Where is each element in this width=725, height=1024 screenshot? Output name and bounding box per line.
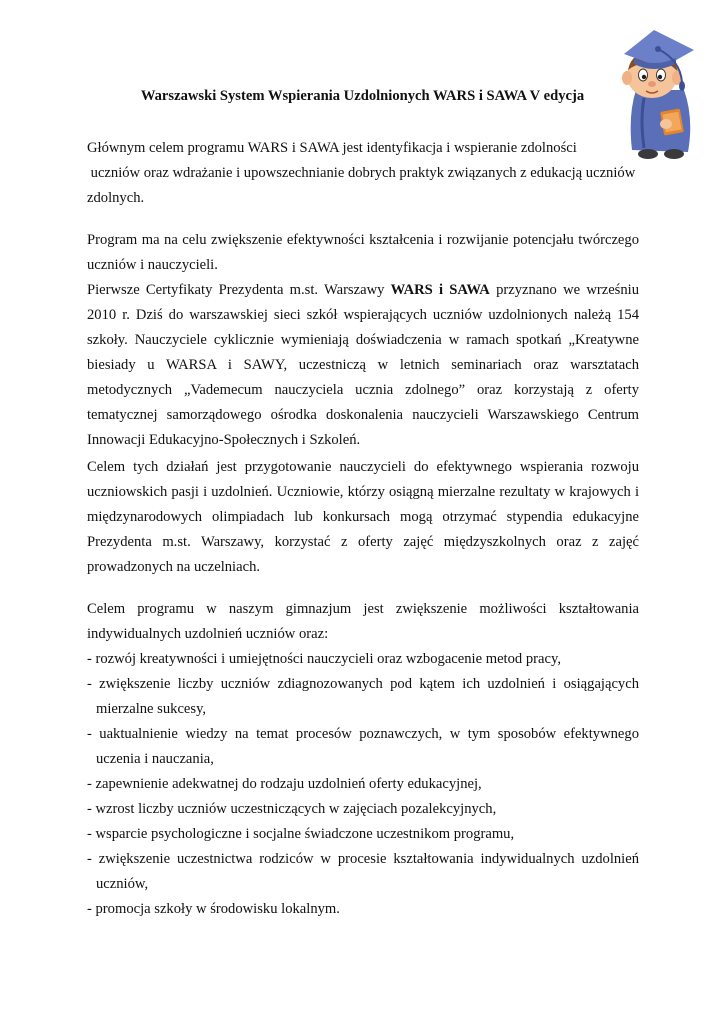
- program-name-bold: WARS i SAWA: [390, 282, 490, 298]
- list-item: - zapewnienie adekwatnej do rodzaju uzdolnień oferty edukacyjnej,: [87, 776, 482, 792]
- list-item: - uaktualnienie wiedzy na temat procesów poznawczych, w tym sposobów efektywnego uczenia i nauczania,: [87, 726, 639, 767]
- paragraph-5: Celem programu w naszym gimnazjum jest zwiększenie możliwości kształtowania indywidualnych uzdolnień uczniów oraz:: [87, 601, 639, 642]
- paragraph-3: [87, 278, 639, 453]
- document-title: Warszawski System Wspierania Uzdolnionych WARS i SAWA V edycja: [140, 88, 585, 104]
- list-item: - promocja szkoły w środowisku lokalnym.: [87, 901, 340, 917]
- paragraph-1: [87, 136, 647, 211]
- list-item: - wsparcie psychologiczne i socjalne świadczone uczestnikom programu,: [87, 826, 515, 842]
- paragraph-1-line-3: zdolnych.: [87, 190, 145, 206]
- paragraph-1-line-2: uczniów oraz wdrażanie i upowszechnianie dobrych praktyk związanych z edukacją uczniów: [87, 165, 636, 181]
- goals-list: [87, 647, 639, 922]
- paragraph-1-line-1: Głównym celem programu WARS i SAWA jest identyfikacja i wspieranie zdolności: [87, 140, 577, 156]
- paragraph-2: Program ma na celu zwiększenie efektywności kształcenia i rozwijanie potencjału twórczego uczniów i nauczycieli.: [87, 232, 639, 273]
- list-item: - wzrost liczby uczniów uczestniczących w zajęciach pozalekcyjnych,: [87, 801, 497, 817]
- paragraph-3-start: Pierwsze Certyfikaty Prezydenta m.st. Warszawy: [87, 282, 391, 298]
- list-item: - zwiększenie uczestnictwa rodziców w procesie kształtowania indywidualnych uzdolnień uczniów,: [87, 851, 639, 892]
- list-item: - rozwój kreatywności i umiejętności nauczycieli oraz wzbogacenie metod pracy,: [87, 651, 561, 667]
- paragraph-3-rest: przyznano we wrześniu 2010 r. Dziś do warszawskiej sieci szkół wspierających uczniów uzdolnionych należą 154 szkoły. Nauczyciele cyklicznie wymieniają doświadczenia w ramach spotkań „Kreatywne biesiady u WARSA i SAWY, uczestniczą w letnich seminariach oraz warsztatach metodycznych „Vademecum nauczyciela ucznia zdolnego” oraz korzystają z oferty tematycznej samorządowego ośrodka doskonalenia nauczycieli Warszawskiego Centrum Innowacji Edukacyjno-Społecznych i Szkoleń.: [87, 282, 640, 448]
- paragraph-4: Celem tych działań jest przygotowanie nauczycieli do efektywnego wspierania rozwoju uczniowskich pasji i uzdolnień. Uczniowie, którzy osiągną mierzalne rezultaty w krajowych i międzynarodowych olimpiadach lub konkursach mogą otrzymać stypendia edukacyjne Prezydenta m.st. Warszawy, korzystać z oferty zajęć międzyszkolnych oraz z zajęć prowadzonych na uczelniach.: [87, 459, 639, 575]
- list-item: - zwiększenie liczby uczniów zdiagnozowanych pod kątem ich uzdolnień i osiągających mierzalne sukcesy,: [87, 676, 639, 717]
